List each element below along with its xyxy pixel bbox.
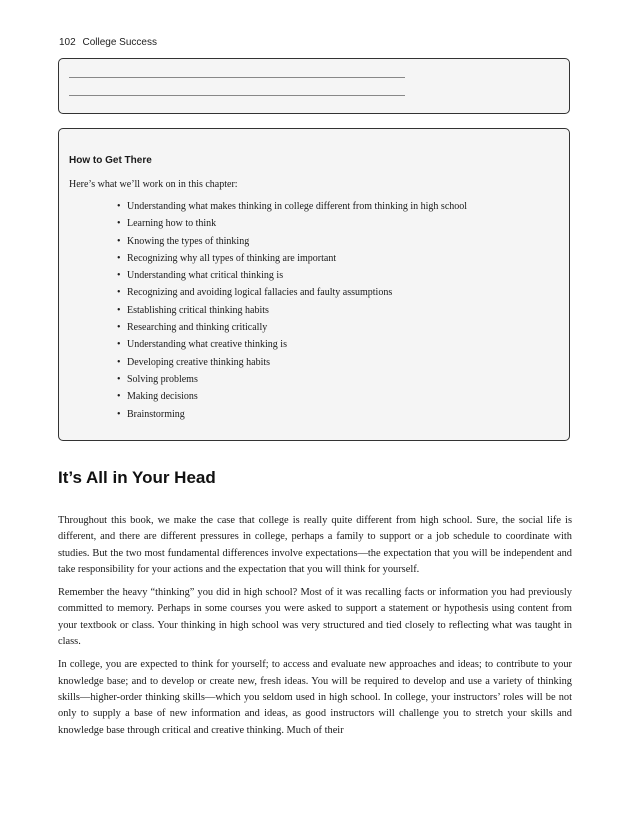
- body-text: [58, 513, 572, 746]
- goal-item: • Establishing critical thinking habits: [117, 305, 559, 322]
- answer-line: [69, 77, 405, 78]
- body-paragraph: Remember the heavy “thinking” you did in high school? Most of it was recalling facts or information you had previously committed to memory. Perhaps in some courses you were asked to support a statement or hypothesis using content from your textbook or class. Your thinking in high school was very structured and tied closely to reflecting what was taught in class.: [58, 587, 572, 648]
- goal-item: • Understanding what creative thinking is: [117, 339, 559, 356]
- goal-item: • Developing creative thinking habits: [117, 357, 559, 374]
- book-title: College Success: [82, 37, 157, 48]
- body-paragraph: Throughout this book, we make the case that college is really quite different from high school. Sure, the social life is different, and there are different pressures in college, perhaps a family to support or a job schedule to coordinate with studies. But the two most fundamental differences involve expectations—the expectation that you will be independent and take responsibility for your actions and the expectation that you will think for yourself.: [58, 515, 572, 575]
- goals-list: [69, 201, 559, 426]
- goal-item: • Knowing the types of thinking: [117, 236, 559, 253]
- goal-item: • Understanding what critical thinking is: [117, 270, 559, 287]
- running-header: [59, 37, 157, 48]
- answer-line: [69, 95, 405, 96]
- goal-item: • Brainstorming: [117, 409, 559, 426]
- goal-item: • Making decisions: [117, 391, 559, 408]
- goals-box-title: How to Get There: [69, 155, 152, 166]
- goal-item: • Understanding what makes thinking in college different from thinking in high school: [117, 201, 559, 218]
- goal-item: • Learning how to think: [117, 218, 559, 235]
- goal-item: • Solving problems: [117, 374, 559, 391]
- page-number: 102: [59, 37, 76, 48]
- body-paragraph: In college, you are expected to think for yourself; to access and evaluate new approaches and ideas; to contribute to your knowledge base; and to develop or create new, fresh ideas. You will be required to develop and use a variety of thinking skills—higher-order thinking skills—which you seldom used in high school. In college, your instructors’ roles will be not only to supply a base of new information and ideas, as good instructors will challenge you to stretch your skills and knowledge base through critical and creative thinking. Much of their: [58, 659, 572, 736]
- section-heading: It’s All in Your Head: [58, 468, 216, 487]
- goal-item: • Recognizing and avoiding logical fallacies and faulty assumptions: [117, 287, 559, 304]
- writing-lines-box: [58, 58, 570, 114]
- goal-item: • Researching and thinking critically: [117, 322, 559, 339]
- chapter-goals-box: [58, 128, 570, 441]
- goal-item: • Recognizing why all types of thinking are important: [117, 253, 559, 270]
- goals-intro: Here’s what we’ll work on in this chapter:: [69, 179, 238, 190]
